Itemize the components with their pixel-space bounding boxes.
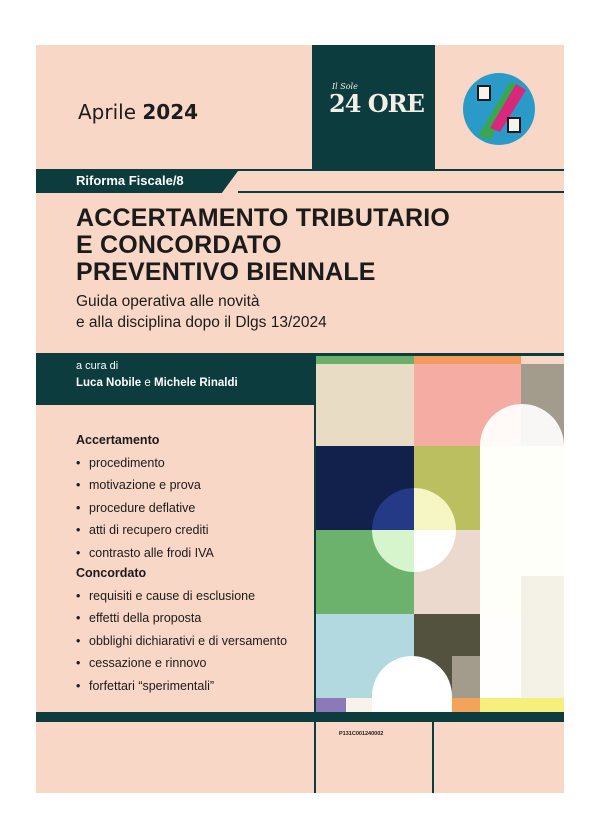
list-item-label: effetti della proposta [89,611,202,626]
divider-line [432,720,434,793]
cover-artwork [316,356,564,716]
divider-line [432,45,435,171]
series-rule [238,191,564,193]
list-item-label: cessazione e rinnovo [89,656,207,671]
author-conjunction: e [144,377,151,389]
authors-intro: a cura di [76,360,119,372]
publisher-logo: 24 ORE [329,89,424,118]
list-item-label: obblighi dichiarativi e di versamento [89,633,288,648]
divider-line [36,720,564,722]
author-name: Michele Rinaldi [154,377,238,389]
title-line: PREVENTIVO BIENNALE [76,258,376,286]
percent-logo-icon [460,70,538,148]
list-item-label: motivazione e prova [89,478,201,493]
book-title [76,205,546,286]
list-item: • contrasto alle frodi IVA [76,545,214,560]
book-subtitle [76,291,546,333]
bottom-band [36,712,564,720]
book-cover [36,45,564,793]
month: Aprile [78,100,137,124]
list-item-label: contrasto alle frodi IVA [89,545,214,560]
divider-line [314,720,316,793]
toc-heading-concordato: Concordato [76,565,147,580]
list-item-label: procedure deflative [89,500,196,515]
subtitle-line: Guida operativa alle novità [76,293,260,310]
publisher-logo-small: Il Sole [332,82,358,91]
list-item-label: atti di recupero crediti [89,523,209,538]
title-line: ACCERTAMENTO TRIBUTARIO [76,204,451,232]
list-item: • procedure deflative [76,500,196,515]
divider-line [312,45,315,171]
subtitle-line: e alla disciplina dopo il Dlgs 13/2024 [76,314,327,331]
publication-date [78,100,198,124]
list-item: • effetti della proposta [76,611,202,626]
series-label: Riforma Fiscale/8 [76,173,184,188]
list-item-label: forfettari “sperimentali” [89,678,215,693]
list-item: • atti di recupero crediti [76,523,209,538]
list-item: • procedimento [76,456,165,470]
list-item-label: procedimento [89,456,165,470]
product-code: P131C001240002 [339,731,384,737]
list-item-label: requisiti e cause di esclusione [89,588,256,603]
list-item: • cessazione e rinnovo [76,656,207,671]
list-item: • requisiti e cause di esclusione [76,588,256,603]
author-name: Luca Nobile [76,377,142,389]
authors [76,377,238,389]
list-item: • forfettari “sperimentali” [76,678,215,693]
year: 2024 [142,100,199,124]
table-of-contents [76,431,316,697]
list-item: • obblighi dichiarativi e di versamento [76,633,288,648]
toc-heading-accertamento: Accertamento [76,433,160,447]
list-item: • motivazione e prova [76,478,201,493]
title-line: E CONCORDATO [76,231,282,259]
divider-line [36,169,564,171]
